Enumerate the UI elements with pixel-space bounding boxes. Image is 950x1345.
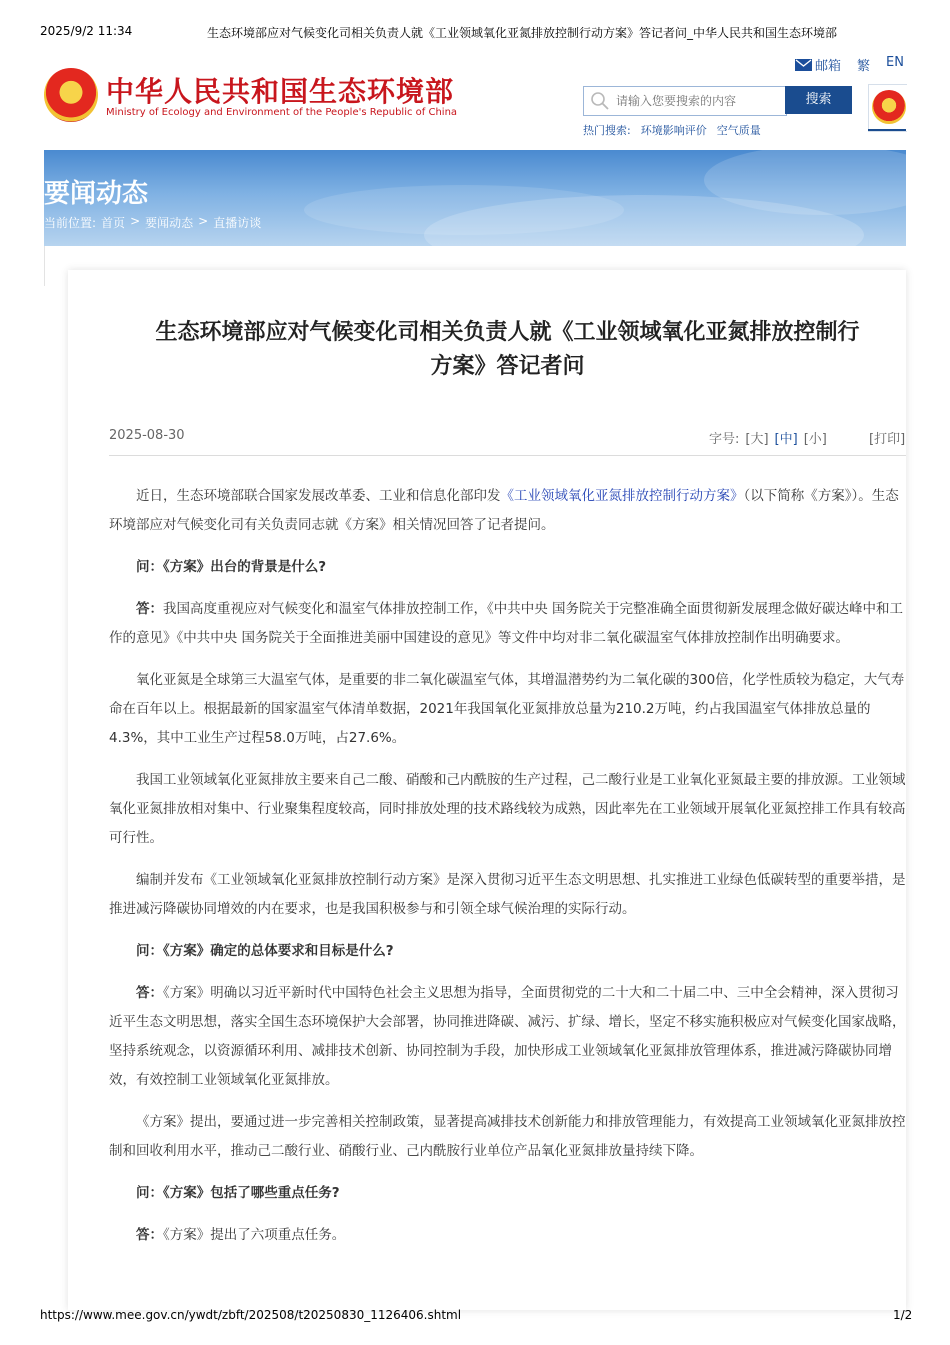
banner-title: 要闻动态 bbox=[44, 179, 149, 209]
english-link[interactable]: EN bbox=[886, 55, 904, 70]
font-size-label: 字号: bbox=[709, 432, 740, 447]
search-bar bbox=[583, 86, 787, 116]
paragraph-targets: 《方案》提出，要通过进一步完善相关控制政策，显著提高减排技术创新能力和排放管理能力，有效提高工业领域氧化亚氮排放控制和回收利用水平，推动己二酸行业、硝酸行业、己内酰胺行业单位产品氧化亚氮排放量持续下降。 bbox=[109, 1114, 906, 1159]
answer-label: 答： bbox=[136, 985, 163, 1001]
font-size-control bbox=[709, 428, 827, 447]
search-icon bbox=[590, 91, 610, 111]
search-input[interactable] bbox=[614, 89, 784, 113]
intro-text-a: 近日，生态环境部联合国家发展改革委、工业和信息化部印发 bbox=[136, 488, 501, 504]
question-2: 问：《方案》确定的总体要求和目标是什么? bbox=[136, 943, 394, 959]
traditional-chinese-link[interactable]: 繁 bbox=[857, 59, 871, 74]
national-emblem-logo[interactable] bbox=[44, 68, 98, 122]
left-rule bbox=[44, 246, 45, 286]
answer-3-text: 《方案》提出了六项重点任务。 bbox=[163, 1227, 346, 1243]
hot-search-item[interactable]: 环境影响评价 bbox=[640, 124, 707, 137]
font-size-large[interactable]: [大] bbox=[745, 432, 769, 447]
intro-text-b: （以下简称《方案》）。生态环境部应对气候变化司有关负责同志就《方案》相关情况回答了记者提问。 bbox=[109, 488, 899, 533]
print-url: https://www.mee.gov.cn/ywdt/zbft/202508/t20250830_1126406.shtml bbox=[40, 1308, 462, 1322]
print-page-number: 1/2 bbox=[893, 1308, 913, 1322]
article-title-line-1: 生态环境部应对气候变化司相关负责人就《工业领域氧化亚氮排放控制行 bbox=[155, 320, 860, 345]
question-3: 问：《方案》包括了哪些重点任务? bbox=[136, 1185, 340, 1201]
answer-2-text: 《方案》明确以习近平新时代中国特色社会主义思想为指导，全面贯彻党的二十大和二十届二中、三中全会精神，深入贯彻习近平生态文明思想，落实全国生态环境保护大会部署，协同推进降碳、减污、扩绿、增长，坚定不移实施积极应对气候变化国家战略，坚持系统观念，以资源循环利用、减排技术创新、协同控制为手段，加快形成工业领域氧化亚氮排放管理体系，推进减污降碳协同增效，有效控制工业领域氧化亚氮排放。 bbox=[109, 985, 906, 1088]
side-emblem-badge[interactable] bbox=[868, 84, 907, 132]
print-datetime: 2025/9/2 11:34 bbox=[40, 24, 133, 38]
answer-2 bbox=[109, 979, 906, 1095]
hot-search-label: 热门搜索: bbox=[583, 124, 631, 137]
banner-cloud-decoration bbox=[44, 150, 906, 246]
hot-search bbox=[583, 122, 761, 138]
answer-1 bbox=[109, 595, 906, 653]
breadcrumb-interviews[interactable]: 直播访谈 bbox=[213, 216, 262, 230]
site-subtitle: Ministry of Ecology and Environment of the People's Republic of China bbox=[106, 107, 458, 118]
paragraph-intro bbox=[109, 482, 906, 540]
article-body bbox=[109, 482, 906, 1263]
breadcrumb-home[interactable]: 首页 bbox=[101, 216, 126, 230]
answer-1-text: 我国高度重视应对气候变化和温室气体排放控制工作，《中共中央 国务院关于完整准确全面贯彻新发展理念做好碳达峰中和工作的意见》《中共中央 国务院关于全面推进美丽中国建设的意见》等文件中均对非二氧化碳温室气体排放控制作出明确要求。 bbox=[109, 601, 904, 646]
answer-3 bbox=[109, 1221, 906, 1250]
answer-label: 答： bbox=[136, 601, 163, 617]
search-button[interactable]: 搜索 bbox=[785, 86, 852, 114]
print-link[interactable]: [打印] bbox=[869, 432, 906, 447]
breadcrumb-prefix: 当前位置: bbox=[44, 216, 97, 230]
font-size-medium[interactable]: [中] bbox=[774, 432, 798, 447]
emblem-icon bbox=[872, 90, 906, 124]
breadcrumb-separator: > bbox=[130, 214, 141, 228]
article-title-line-2: 方案》答记者问 bbox=[430, 354, 585, 379]
breadcrumb-separator: > bbox=[198, 214, 209, 228]
breadcrumb bbox=[44, 214, 261, 231]
header-divider bbox=[868, 129, 906, 131]
print-page-title: 生态环境部应对气候变化司相关负责人就《工业领域氧化亚氮排放控制行动方案》答记者问_中华人民共和国生态环境部 bbox=[207, 26, 838, 40]
question-1: 问：《方案》出台的背景是什么? bbox=[136, 559, 327, 575]
plan-document-link[interactable]: 《工业领域氧化亚氮排放控制行动方案》 bbox=[500, 488, 744, 504]
font-size-small[interactable]: [小] bbox=[803, 432, 827, 447]
paragraph-n2o-background: 氧化亚氮是全球第三大温室气体，是重要的非二氧化碳温室气体，其增温潜势约为二氧化碳的300倍，化学性质较为稳定，大气寿命在百年以上。根据最新的国家温室气体清单数据，2021年我国氧化亚氮排放总量为210.2万吨，约占我国温室气体排放总量的4.3%，其中工业生产过程58.0万吨，占27.6%。 bbox=[109, 672, 905, 746]
breadcrumb-news[interactable]: 要闻动态 bbox=[145, 216, 194, 230]
section-banner bbox=[44, 150, 906, 246]
article-title bbox=[109, 316, 906, 384]
paragraph-industry-sources: 我国工业领域氧化亚氮排放主要来自己二酸、硝酸和己内酰胺的生产过程，己二酸行业是工业氧化亚氮最主要的排放源。工业领域氧化亚氮排放相对集中、行业聚集程度较高，同时排放处理的技术路线较为成熟，因此率先在工业领域开展氧化亚氮控排工作具有较高可行性。 bbox=[109, 772, 906, 846]
mail-label: 邮箱 bbox=[815, 59, 842, 74]
publish-date: 2025-08-30 bbox=[109, 428, 185, 443]
site-title[interactable]: 中华人民共和国生态环境部 bbox=[106, 75, 455, 108]
paragraph-significance: 编制并发布《工业领域氧化亚氮排放控制行动方案》是深入贯彻习近平生态文明思想、扎实推进工业绿色低碳转型的重要举措，是推进减污降碳协同增效的内在要求，也是我国积极参与和引领全球气候治理的实际行动。 bbox=[109, 872, 906, 917]
mail-link[interactable] bbox=[795, 55, 841, 74]
meta-divider bbox=[109, 455, 906, 456]
mail-icon bbox=[795, 59, 812, 71]
answer-label: 答： bbox=[136, 1227, 163, 1243]
hot-search-item[interactable]: 空气质量 bbox=[716, 124, 761, 137]
